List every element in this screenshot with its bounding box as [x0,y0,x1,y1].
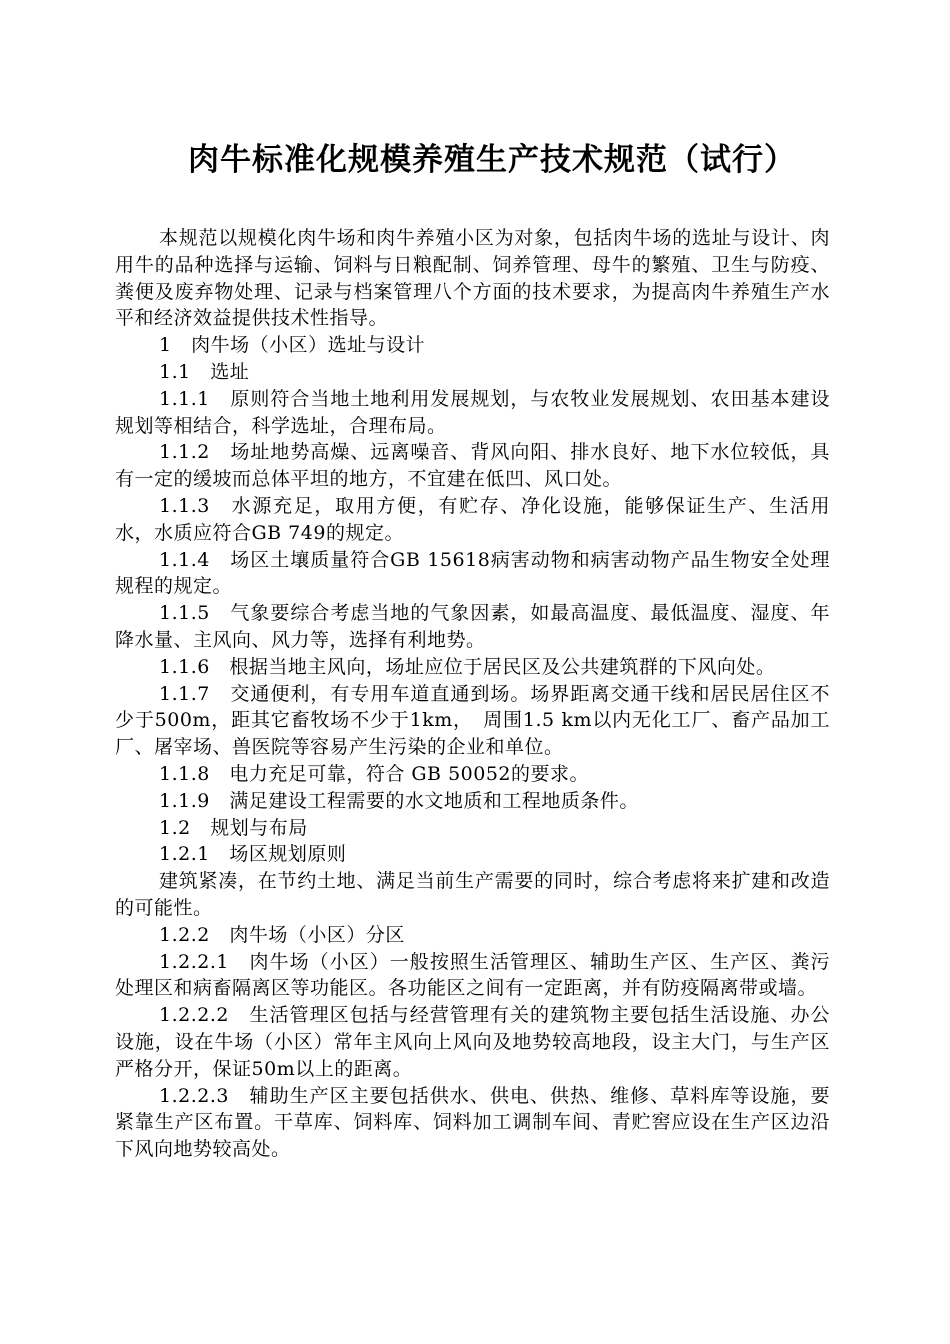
clause-1-2-1-text: 建筑紧凑，在节约土地、满足当前生产需要的同时，综合考虑将来扩建和改造的可能性。 [115,870,830,919]
clause-1-2-2-1: 1.2.2.1 肉牛场（小区）一般按照生活管理区、辅助生产区、生产区、粪污处理区和病畜隔离区等功能区。各功能区之间有一定距离，并有防疫隔离带或墙。 [115,950,830,1000]
clause-1-1-2: 1.1.2 场址地势高燥、远离噪音、背风向阳、排水良好、地下水位较低，具有一定的缓坡而总体平坦的地方，不宜建在低凹、风口处。 [115,441,830,491]
section-heading-1-1: 1.1 选址 [159,360,250,383]
section-heading-1-2-1: 1.2.1 场区规划原则 [159,843,347,866]
section-heading-1-2-2: 1.2.2 肉牛场（小区）分区 [159,923,405,946]
document-body [115,225,830,1163]
clause-1-1-5: 1.1.5 气象要综合考虑当地的气象因素，如最高温度、最低温度、湿度、年降水量、主风向、风力等，选择有利地势。 [115,602,830,651]
clause-1-2-2-2: 1.2.2.2 生活管理区包括与经营管理有关的建筑物主要包括生活设施、办公设施，设在牛场（小区）常年主风向上风向及地势较高地段，设主大门，与生产区严格分开，保证50m以上的距离。 [115,1004,830,1080]
clause-1-2-2-3: 1.2.2.3 辅助生产区主要包括供水、供电、供热、维修、草料库等设施，要紧靠生产区布置。干草库、饲料库、饲料加工调制车间、青贮窖应设在生产区边沿下风向地势较高处。 [115,1084,830,1161]
clause-1-1-8: 1.1.8 电力充足可靠，符合 GB 50052的要求。 [159,762,590,785]
clause-1-1-9: 1.1.9 满足建设工程需要的水文地质和工程地质条件。 [159,789,639,812]
document-page [115,130,830,1163]
clause-1-1-1: 1.1.1 原则符合当地土地利用发展规划，与农牧业发展规划、农田基本建设规划等相结合，科学选址，合理布局。 [115,387,830,437]
clause-1-1-6: 1.1.6 根据当地主风向，场址应位于居民区及公共建筑群的下风向处。 [159,655,776,678]
clause-1-1-7: 1.1.7 交通便利，有专用车道直通到场。场界距离交通干线和居民居住区不少于500m，距其它畜牧场不少于1km， 周围1.5 km以内无化工厂、畜产品加工厂、屠宰场、兽医院等容易产生污染的企业和单位。 [115,682,830,759]
clause-1-1-4: 1.1.4 场区土壤质量符合GB 15618病害动物和病害动物产品生物安全处理规程的规定。 [115,548,830,598]
section-heading-1: 1 肉牛场（小区）选址与设计 [159,334,426,357]
clause-1-1-3: 1.1.3 水源充足，取用方便，有贮存、净化设施，能够保证生产、生活用水，水质应符合GB 749的规定。 [115,494,830,544]
intro-paragraph: 本规范以规模化肉牛场和肉牛养殖小区为对象，包括肉牛场的选址与设计、肉用牛的品种选择与运输、饲料与日粮配制、饲养管理、母牛的繁殖、卫生与防疫、粪便及废弃物处理、记录与档案管理八个方面的技术要求，为提高肉牛养殖生产水平和经济效益提供技术性指导。 [115,227,830,330]
document-title: 肉牛标准化规模养殖生产技术规范（试行） [188,142,796,178]
section-heading-1-2: 1.2 规划与布局 [159,816,308,839]
